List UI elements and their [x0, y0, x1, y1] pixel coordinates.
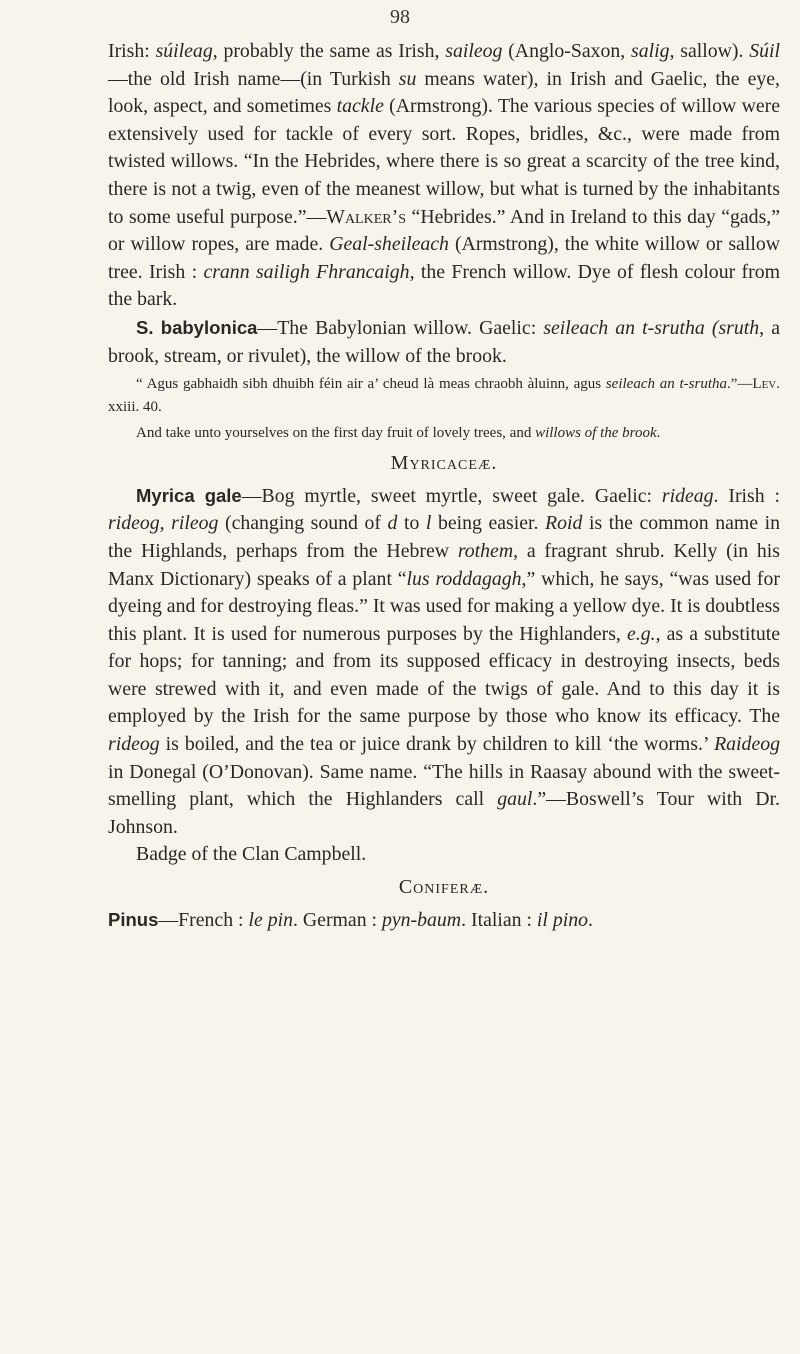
- species-name: Pinus: [108, 908, 159, 930]
- text-run: —Bog myrtle, sweet myrtle, sweet gale. Gaelic:: [241, 484, 662, 507]
- paragraph-clan-badge: Badge of the Clan Campbell.: [136, 843, 367, 866]
- gaelic-term: seileach an t-srutha: [605, 376, 727, 393]
- species-name: Myrica gale: [136, 484, 242, 506]
- gaelic-term: rileog: [171, 512, 219, 535]
- text-run: —French :: [158, 908, 249, 931]
- text-run: ,” which, he says, “was used for dyeing and for destroying fleas.” It was used for making a yellow dye. It is doubtless this plant. It is used for numerous purposes by the Highlanders,: [108, 567, 780, 645]
- paragraph-myrica-gale: [108, 482, 780, 842]
- page-number: 98: [390, 6, 410, 28]
- text-run: , sallow).: [669, 40, 750, 62]
- gaelic-term: Súil: [749, 40, 781, 62]
- paragraph-salix-babylonica: [108, 314, 780, 370]
- gaelic-term: pyn-baum: [381, 908, 462, 931]
- gaelic-term: tackle: [336, 95, 384, 118]
- text-run: . Irish :: [713, 484, 781, 507]
- text-run: , a brook, stream, or rivulet), the willow of the brook.: [108, 316, 780, 367]
- text-run: “ Agus gabhaidh sibh dhuibh féin air a’ cheud là meas chraobh àluinn, agus: [136, 376, 606, 393]
- text-run: (Armstrong). The various species of willow were extensively used for tackle of every sort. Ropes, bridles, &c., were made from twisted willows. “In the Hebrides, where there is so great a scarcity of the tree kind, there is not a twig, even of the meanest willow, but what is turned by the inhabitants to some useful purpose.”—: [108, 95, 780, 228]
- text-run: being easier.: [431, 512, 546, 535]
- gaelic-term: gaul: [497, 788, 533, 811]
- heading-coniferae: Coniferæ.: [398, 876, 490, 899]
- gaelic-term: il pino: [536, 908, 589, 931]
- gaelic-term: súileag: [155, 40, 213, 62]
- text-run: —the old Irish name—(in Turkish: [108, 67, 399, 90]
- text-run: (changing sound of: [218, 512, 388, 535]
- text-run: , as a substitute for hops; for tanning; and from its supposed efficacy in destroying insects, beds were strewed with it, and even made of the twigs of gale. And to this day it is employed by the Irish for the same purpose by those who know its efficacy. The: [108, 622, 780, 728]
- gaelic-term: rideog: [108, 512, 160, 535]
- text-run: , the French willow. Dye of flesh colour from the bark.: [108, 260, 780, 311]
- gaelic-term: d: [387, 512, 398, 535]
- text-run: , probably the same as Irish,: [212, 40, 446, 62]
- text-run: “Hebrides.” And in Ireland to this day “gads,” or willow ropes, are made.: [108, 205, 780, 256]
- text-run: . German :: [292, 908, 382, 931]
- gaelic-term: Geal-sheileach: [329, 233, 449, 256]
- text-run: to: [397, 512, 426, 535]
- paragraph-pinus: [108, 906, 780, 935]
- text-run: —The Babylonian willow. Gaelic:: [257, 316, 544, 339]
- text-run: .: [656, 425, 661, 442]
- text-run: .: [588, 908, 593, 931]
- paragraph-salix-etymology: [108, 38, 780, 314]
- text-run: . Italian :: [461, 908, 537, 931]
- text-run: .”—: [727, 376, 753, 393]
- text-run: .”—Boswell’s Tour with Dr. Johnson.: [108, 788, 780, 838]
- gaelic-term: le pin: [248, 908, 293, 931]
- species-name: S. babylonica: [136, 316, 258, 338]
- gaelic-term: l: [425, 512, 432, 535]
- gaelic-term: rideag: [661, 484, 714, 507]
- text-run: , a fragrant shrub. Kelly (in his Manx Dictionary) speaks of a plant “: [108, 539, 780, 590]
- gaelic-term: e.g.: [627, 622, 656, 645]
- gaelic-term: rothem: [457, 539, 514, 562]
- gaelic-term: su: [398, 67, 417, 90]
- emphasis: willows of the brook: [535, 425, 657, 442]
- text-run: (Armstrong), the white willow or sallow tree. Irish :: [108, 233, 780, 283]
- heading-myricaceae: Myricaceæ.: [390, 452, 498, 475]
- text-run: in Donegal (O’Donovan). Same name. “The hills in Raasay abound with the sweet-smelling plant, which the Highlanders call: [108, 760, 780, 811]
- text-run: . xxiii. 40.: [108, 376, 780, 416]
- text-run: Irish:: [108, 40, 156, 62]
- gaelic-term: salig: [631, 40, 670, 62]
- gaelic-term: seileach an t-srutha (sruth: [543, 316, 760, 339]
- gaelic-term: saileog: [445, 40, 503, 62]
- gaelic-term: Roid: [545, 512, 583, 535]
- text-run: is the common name in the Highlands, perhaps from the Hebrew: [108, 512, 781, 562]
- citation: Lev: [752, 376, 777, 393]
- text-run: is boiled, and the tea or juice drank by children to kill ‘the worms.’: [159, 733, 715, 756]
- gaelic-term: lus roddagagh: [406, 567, 522, 590]
- text-run: And take unto yourselves on the first day fruit of lovely trees, and: [136, 425, 536, 442]
- text-run: (Anglo-Saxon,: [502, 40, 632, 62]
- quote-gaelic-leviticus: [108, 373, 780, 419]
- page-body: [108, 38, 780, 934]
- quote-english-leviticus: [108, 422, 780, 445]
- author-name: Walker’s: [326, 205, 406, 228]
- text-run: ,: [159, 512, 172, 535]
- gaelic-term: rideog: [108, 733, 160, 756]
- text-run: means water), in Irish and Gaelic, the eye, look, aspect, and sometimes: [108, 67, 780, 118]
- gaelic-term: crann sailigh Fhrancaigh: [203, 260, 410, 283]
- gaelic-term: Raideog: [714, 733, 780, 756]
